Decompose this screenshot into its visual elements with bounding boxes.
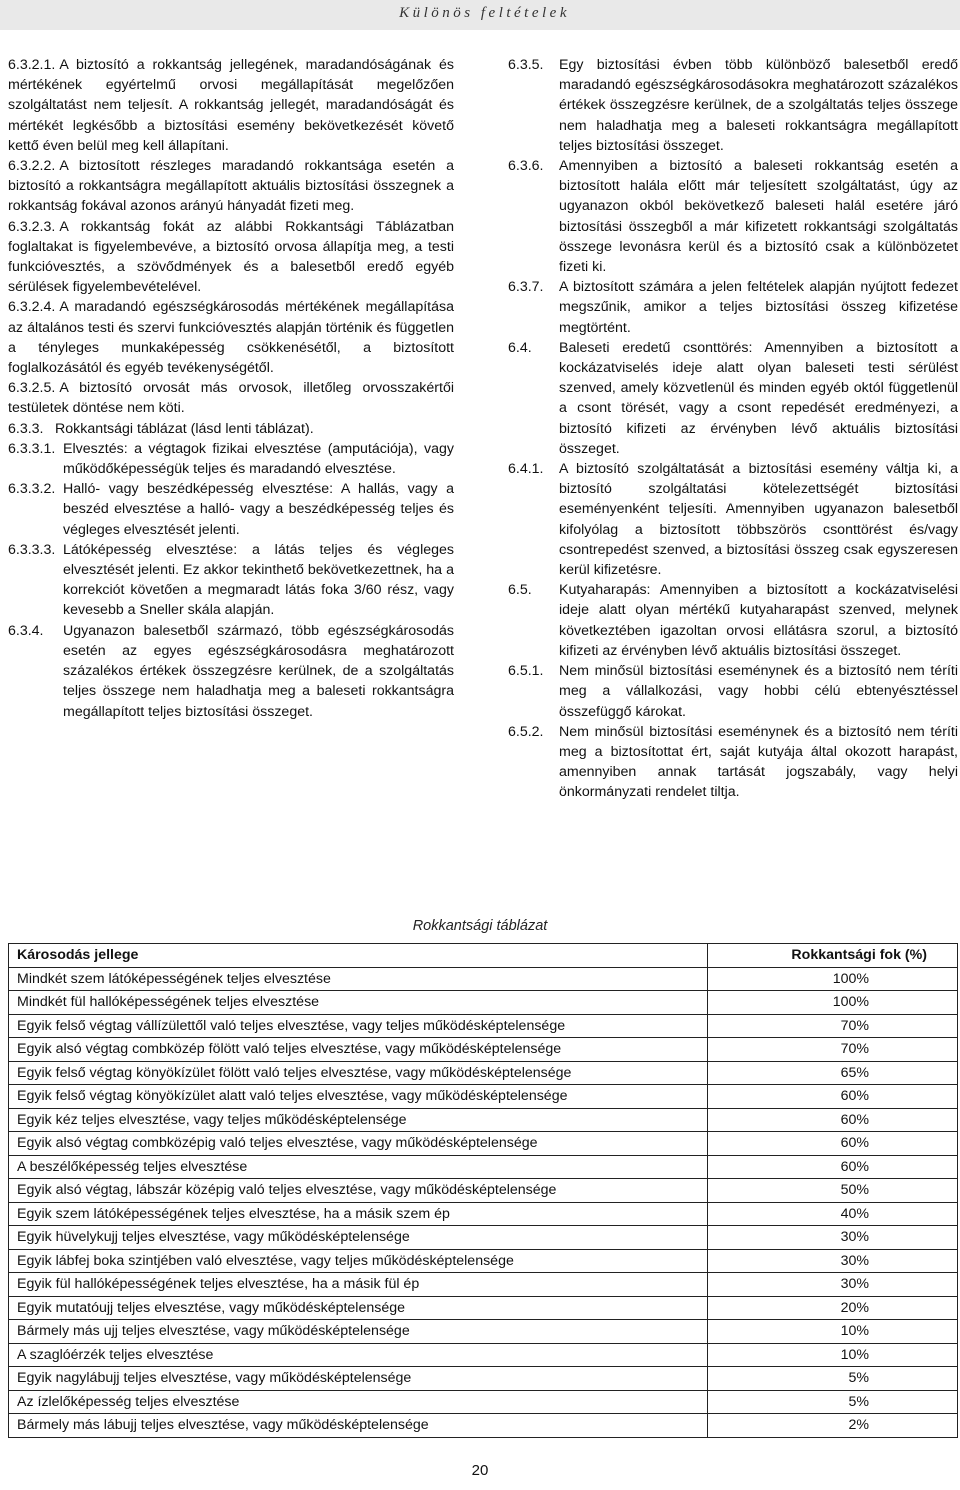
disability-degree-cell: 100% [708, 991, 958, 1015]
damage-type-cell: Egyik alsó végtag combközépig való teljes elvesztése, vagy működésképtelensége [9, 1132, 708, 1156]
damage-type-cell: Egyik mutatóujj teljes elvesztése, vagy működésképtelensége [9, 1296, 708, 1320]
clause-text: Halló- vagy beszédképesség elvesztése: A hallás, vagy a beszéd elvesztése a halló- vagy a beszédképesség teljes és végleges elvesztését jelenti. [63, 481, 454, 538]
disability-degree-cell: 65% [708, 1061, 958, 1085]
table-row [9, 1179, 958, 1203]
left-column [8, 55, 454, 722]
clause-paragraph [508, 338, 958, 459]
clause-number: 6.3.4. [8, 622, 44, 639]
damage-type-cell: Egyik szem látóképességének teljes elvesztése, ha a másik szem ép [9, 1202, 708, 1226]
clause-number: 6.5. [508, 582, 532, 599]
clause-paragraph [8, 217, 454, 298]
damage-type-cell: Egyik fül hallóképességének teljes elvesztése, ha a másik fül ép [9, 1273, 708, 1297]
clause-text: A biztosító a rokkantság jellegének, maradandóságának és mértékének egyértelmű orvosi megállapítását megelőzően szolgáltatást nem teljesít. A rokkantság jellegét, maradandóságát és mértékét legkésőbb a biztosítási esemény bekövetkezését követő kettő éven belül meg kell állapítani. [8, 57, 454, 154]
damage-type-cell: Mindkét szem látóképességének teljes elvesztése [9, 967, 708, 991]
clause-number: 6.5.1. [508, 663, 544, 680]
clause-number: 6.3.2.3. [8, 218, 56, 235]
clause-text: A biztosító orvosát más orvosok, illetőleg orvosszakértői testületek döntése nem köti. [8, 380, 454, 417]
clause-number: 6.4.1. [508, 461, 544, 478]
disability-degree-cell: 5% [708, 1390, 958, 1414]
disability-degree-cell: 70% [708, 1014, 958, 1038]
damage-type-cell: Egyik nagylábujj teljes elvesztése, vagy működésképtelensége [9, 1367, 708, 1391]
clause-text: Amennyiben a biztosító a baleseti rokkantság esetén a biztosított halála előtt már teljesített szolgáltatást, úgy az ugyanazon okból bekövetkező baleseti halál esetére járó biztosítási összegből a már kifizetett rokkantsági szolgáltatás összege levonásra kerül és a biztosító csak a különbözetet fizeti ki. [559, 158, 958, 276]
clause-text: Baleseti eredetű csonttörés: Amennyiben a biztosított a kockázatviselés ideje alatt olyan baleseti testi sérülést szenved, amely közvetlenül és minden egyéb októl függetlenül a csont törését, vagy a csont repedését eredményezi, a biztosító kifizeti az érvényben lévő aktuális biztosítási összeget. [559, 339, 958, 457]
disability-degree-cell: 30% [708, 1273, 958, 1297]
clause-text: A biztosított számára a jelen feltételek alapján nyújtott fedezet megszűnik, amikor a teljes biztosítási összeg kifizetése megtörtént. [559, 279, 958, 336]
table-header-row [9, 944, 958, 968]
clause-text: Kutyaharapás: Amennyiben a biztosított a kockázatviselési ideje alatt olyan mértékű kutyaharapást szenved, melynek következtében igazoltan orvosi ellátásra szorul, a biztosító kifizeti az érvényben lévő aktuális biztosítási összeget. [559, 582, 958, 659]
clause-text: Nem minősül biztosítási eseménynek és a biztosító nem téríti meg a vállalkozási, vagy hobbi célú ebtenyésztéssel összefüggő károkat. [559, 663, 958, 720]
disability-degree-cell: 30% [708, 1249, 958, 1273]
clause-text: Nem minősül biztosítási eseménynek és a biztosító nem téríti meg a biztosítottat ért, saját kutyája által okozott harapást, amennyiben annak tartását jogszabály, vagy helyi önkormányzati rendelet tiltja. [559, 723, 958, 801]
clause-number: 6.3.2.4. [8, 299, 56, 316]
damage-type-cell: Bármely más lábujj teljes elvesztése, vagy működésképtelensége [9, 1414, 708, 1438]
disability-degree-cell: 60% [708, 1108, 958, 1132]
clause-text: A biztosított részleges maradandó rokkantsága esetén a biztosító a rokkantságra megállapított aktuális biztosítási összegnek a rokkantság fokával azonos arányú hányadát fizeti meg. [8, 158, 454, 215]
disability-degree-cell: 50% [708, 1179, 958, 1203]
disability-table [8, 943, 958, 1438]
disability-degree-cell: 60% [708, 1085, 958, 1109]
disability-degree-cell: 70% [708, 1038, 958, 1062]
clause-paragraph [508, 459, 958, 580]
clause-paragraph [508, 661, 958, 722]
table-row [9, 1038, 958, 1062]
table-row [9, 991, 958, 1015]
table-row [9, 1155, 958, 1179]
clause-paragraph [508, 277, 958, 338]
header-damage-type: Károsodás jellege [9, 944, 708, 968]
clause-paragraph [8, 419, 454, 439]
table-row [9, 1132, 958, 1156]
clause-text: A biztosító szolgáltatását a biztosítási esemény váltja ki, a biztosító szolgáltatási kötelezettségét biztosítási eseményenként teljesíti. Amennyiben ugyanazon balesetből kifolyólag a biztosított többszörös csonttörést és/vagy csontrepedést szenved, a biztosítási összeg csak egyszeresen kerül kifizetésre. [559, 461, 958, 579]
clause-number: 6.3.3. [8, 420, 44, 437]
table-row [9, 1226, 958, 1250]
disability-degree-cell: 30% [708, 1226, 958, 1250]
damage-type-cell: Bármely más ujj teljes elvesztése, vagy működésképtelensége [9, 1320, 708, 1344]
clause-text: Látóképesség elvesztése: a látás teljes és végleges elvesztését jelenti. Ez akkor tekinthető bekövetkezettnek, ha a korrekciót követően a megmaradt látás foka 3/60 rész, vagy kevesebb a Sneller skála alapján. [63, 541, 454, 619]
damage-type-cell: Egyik felső végtag vállízülettől való teljes elvesztése, vagy teljes működésképtelensége [9, 1014, 708, 1038]
clause-number: 6.3.2.2. [8, 158, 56, 175]
table-row [9, 1249, 958, 1273]
clause-text: Elvesztés: a végtagok fizikai elvesztése (amputációja), vagy működőképességük teljes és maradandó elvesztése. [63, 440, 454, 478]
clause-paragraph [8, 621, 454, 722]
disability-degree-cell: 5% [708, 1367, 958, 1391]
table-row [9, 1085, 958, 1109]
damage-type-cell: A beszélőképesség teljes elvesztése [9, 1155, 708, 1179]
clause-paragraph [508, 55, 958, 156]
clause-text: Egy biztosítási évben több különböző balesetből eredő maradandó egészségkárosodásokra meghatározott százalékos értékek összegzésre kerülnek, de a szolgáltatás teljes összege nem haladhatja meg a baleseti rokkantságra megállapított teljes biztosítási összeget. [559, 57, 958, 154]
disability-degree-cell: 40% [708, 1202, 958, 1226]
disability-degree-cell: 60% [708, 1155, 958, 1179]
clause-paragraph [8, 378, 454, 418]
disability-degree-cell: 10% [708, 1320, 958, 1344]
clause-paragraph [8, 479, 454, 540]
disability-degree-cell: 20% [708, 1296, 958, 1320]
clause-text: A maradandó egészségkárosodás mértékének megállapítása az általános testi és szervi funkcióvesztés alapján történik és független a tényleges munkaképesség csökkenésétől, a biztosított foglalkozásától és egyéb tevékenységétől. [8, 299, 454, 377]
damage-type-cell: Egyik hüvelykujj teljes elvesztése, vagy működésképtelensége [9, 1226, 708, 1250]
table-row [9, 1273, 958, 1297]
right-column [508, 55, 958, 803]
damage-type-cell: Egyik kéz teljes elvesztése, vagy teljes működésképtelensége [9, 1108, 708, 1132]
disability-degree-cell: 10% [708, 1343, 958, 1367]
clause-paragraph [8, 297, 454, 378]
clause-paragraph [508, 722, 958, 803]
damage-type-cell: Egyik felső végtag könyökízület alatt való teljes elvesztése, vagy működésképtelensége [9, 1085, 708, 1109]
damage-type-cell: Mindkét fül hallóképességének teljes elvesztése [9, 991, 708, 1015]
clause-number: 6.3.7. [508, 279, 544, 296]
damage-type-cell: Egyik alsó végtag combközép fölött való teljes elvesztése, vagy működésképtelensége [9, 1038, 708, 1062]
table-row [9, 1320, 958, 1344]
clause-number: 6.4. [508, 339, 532, 356]
clause-text: Rokkantsági táblázat (lásd lenti táblázat). [55, 420, 314, 437]
table-row [9, 1202, 958, 1226]
damage-type-cell: Egyik alsó végtag, lábszár középig való teljes elvesztése, vagy működésképtelensége [9, 1179, 708, 1203]
disability-degree-cell: 100% [708, 967, 958, 991]
table-row [9, 1108, 958, 1132]
clause-number: 6.5.2. [508, 723, 544, 740]
table-caption: Rokkantsági táblázat [412, 918, 548, 934]
disability-degree-cell: 60% [708, 1132, 958, 1156]
clause-text: Ugyanazon balesetből származó, több egészségkárosodás esetén az egyes egészségkárosodásra meghatározott százalékos értékek összegzésre kerülnek, de a szolgáltatás teljes összege nem haladhatja meg a baleseti rokkantságra megállapított teljes biztosítási összeget. [63, 622, 454, 720]
clause-paragraph [8, 55, 454, 156]
disability-degree-cell: 2% [708, 1414, 958, 1438]
clause-number: 6.3.3.1. [8, 440, 56, 457]
damage-type-cell: A szaglóérzék teljes elvesztése [9, 1343, 708, 1367]
table-row [9, 1414, 958, 1438]
table-row [9, 1367, 958, 1391]
table-body [9, 967, 958, 1437]
table-row [9, 1061, 958, 1085]
clause-number: 6.3.5. [508, 57, 544, 73]
clause-paragraph [8, 540, 454, 621]
clause-number: 6.3.3.3. [8, 541, 56, 558]
table-row [9, 1014, 958, 1038]
header-disability-degree: Rokkantsági fok (%) [708, 944, 958, 968]
clause-text: A rokkantság fokát az alábbi Rokkantsági Táblázatban foglaltakat is figyelembevéve, a biztosító orvosa állapítja meg, a testi funkcióvesztés, a szövődmények és a balesetből eredő egyéb sérülések figyelembevételével. [8, 218, 454, 296]
clause-paragraph [508, 156, 958, 277]
table-row [9, 1390, 958, 1414]
clause-paragraph [508, 580, 958, 661]
damage-type-cell: Az ízlelőképesség teljes elvesztése [9, 1390, 708, 1414]
section-title: Különös feltételek [399, 5, 570, 21]
table-row [9, 1343, 958, 1367]
page-number: 20 [471, 1462, 489, 1479]
clause-number: 6.3.2.5. [8, 380, 56, 397]
damage-type-cell: Egyik felső végtag könyökízület fölött való teljes elvesztése, vagy működésképtelensége [9, 1061, 708, 1085]
clause-number: 6.3.2.1. [8, 57, 56, 73]
clause-paragraph [8, 439, 454, 479]
clause-paragraph [8, 156, 454, 217]
clause-number: 6.3.6. [508, 158, 544, 175]
table-row [9, 1296, 958, 1320]
clause-number: 6.3.3.2. [8, 481, 56, 498]
damage-type-cell: Egyik lábfej boka szintjében való elvesztése, vagy teljes működésképtelensége [9, 1249, 708, 1273]
table-row [9, 967, 958, 991]
